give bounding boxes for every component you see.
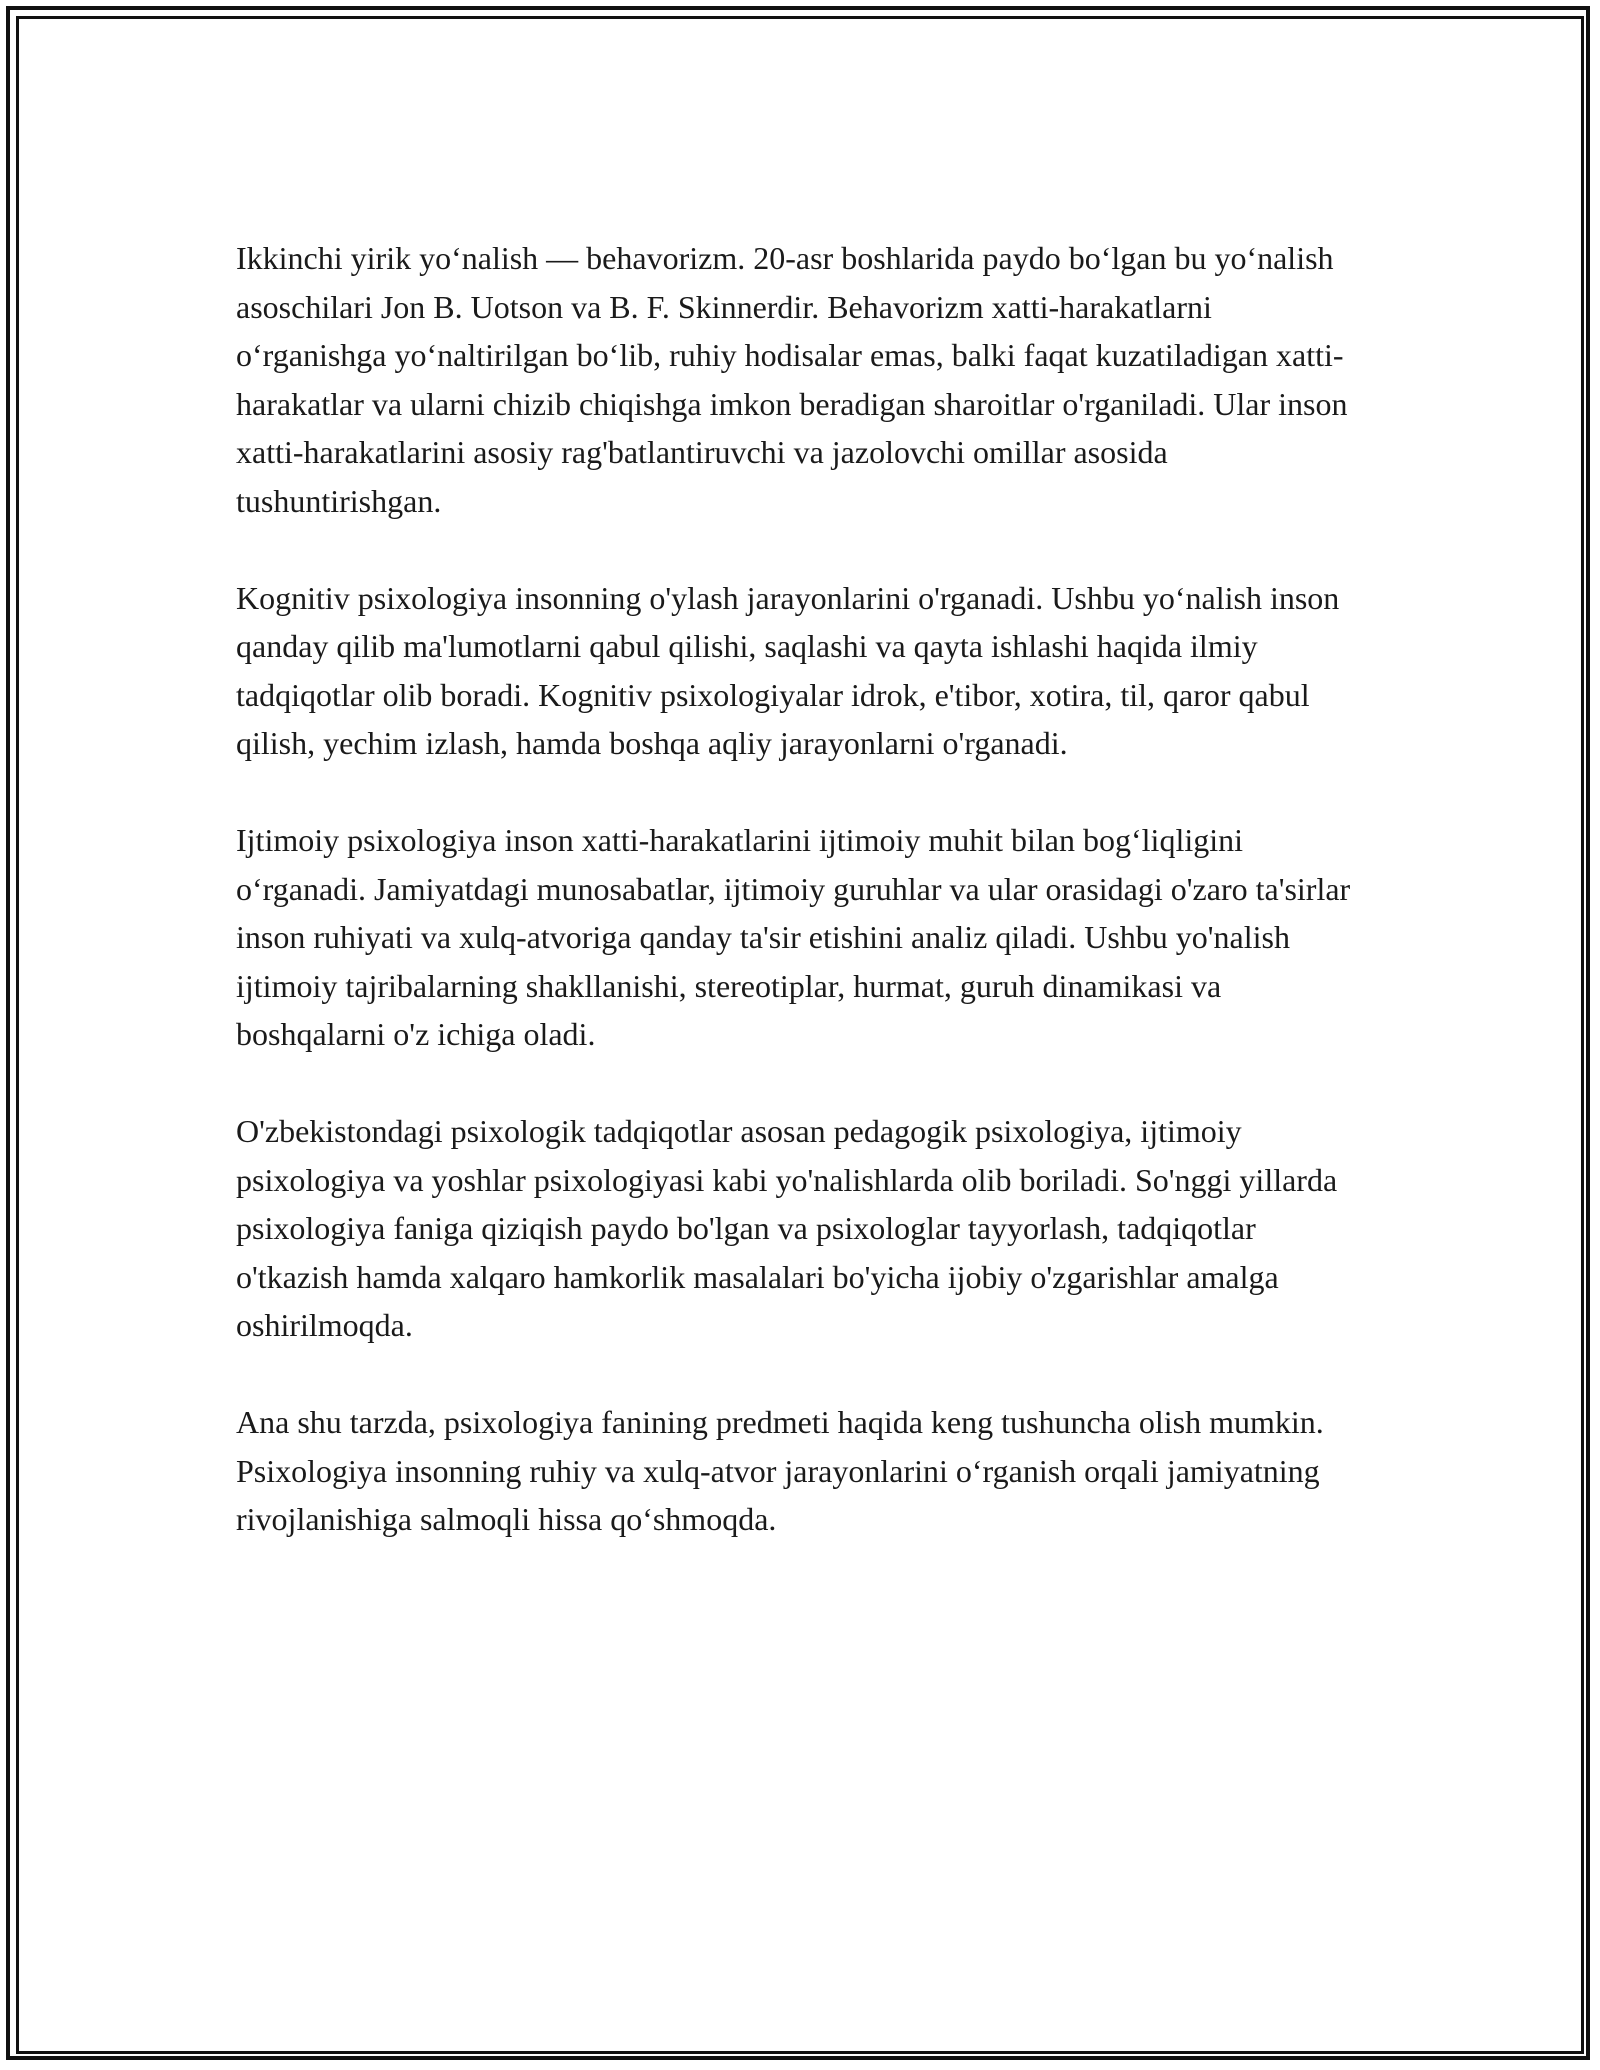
paragraph-cognitive-psychology: Kognitiv psixologiya insonning o'ylash jarayonlarini o'rganadi. Ushbu yo‘nalish inson qanday qilib ma'lumotlarni qabul qilishi, saqlashi va qayta ishlashi haqida ilmiy tadqiqotlar olib boradi. Kognitiv psixologiyalar idrok, e'tibor, xotira, til, qaror qabul qilish, yechim izlash, hamda boshqa aqliy jarayonlarni o'rganadi. [236,579,1340,761]
document-body [236,234,1366,1544]
paragraph-social-psychology: Ijtimoiy psixologiya inson xatti-harakatlarini ijtimoiy muhit bilan bog‘liqligini o‘rganadi. Jamiyatdagi munosabatlar, ijtimoiy guruhlar va ular orasidagi o'zaro ta'sirlar inson ruhiyati va xulq-atvoriga qanday ta'sir etishini analiz qiladi. Ushbu yo'nalish ijtimoiy tajribalarning shakllanishi, stereotiplar, hurmat, guruh dinamikasi va boshqalarni o'z ichiga oladi. [236,822,1351,1052]
paragraph-conclusion: Ana shu tarzda, psixologiya fanining predmeti haqida keng tushuncha olish mumkin. Psixologiya insonning ruhiy va xulq-atvor jarayonlarini o‘rganish orqali jamiyatning rivojlanishiga salmoqli hissa qo‘shmoqda. [236,1404,1324,1537]
paragraph-uzbekistan-research: O'zbekistondagi psixologik tadqiqotlar asosan pedagogik psixologiya, ijtimoiy psixologiya va yoshlar psixologiyasi kabi yo'nalishlarda olib boriladi. So'nggi yillarda psixologiya faniga qiziqish paydo bo'lgan va psixologlar tayyorlash, tadqiqotlar o'tkazish hamda xalqaro hamkorlik masalalari bo'yicha ijobiy o'zgarishlar amalga oshirilmoqda. [236,1113,1338,1343]
paragraph-behaviorism: Ikkinchi yirik yo‘nalish — behavorizm. 20-asr boshlarida paydo bo‘lgan bu yo‘nalish asoschilari Jon B. Uotson va B. F. Skinnerdir. Behavorizm xatti-harakatlarni o‘rganishga yo‘naltirilgan bo‘lib, ruhiy hodisalar emas, balki faqat kuzatiladigan xatti-harakatlar va ularni chizib chiqishga imkon beradigan sharoitlar o'rganiladi. Ular inson xatti-harakatlarini asosiy rag'batlantiruvchi va jazolovchi omillar asosida tushuntirishgan. [236,240,1348,519]
